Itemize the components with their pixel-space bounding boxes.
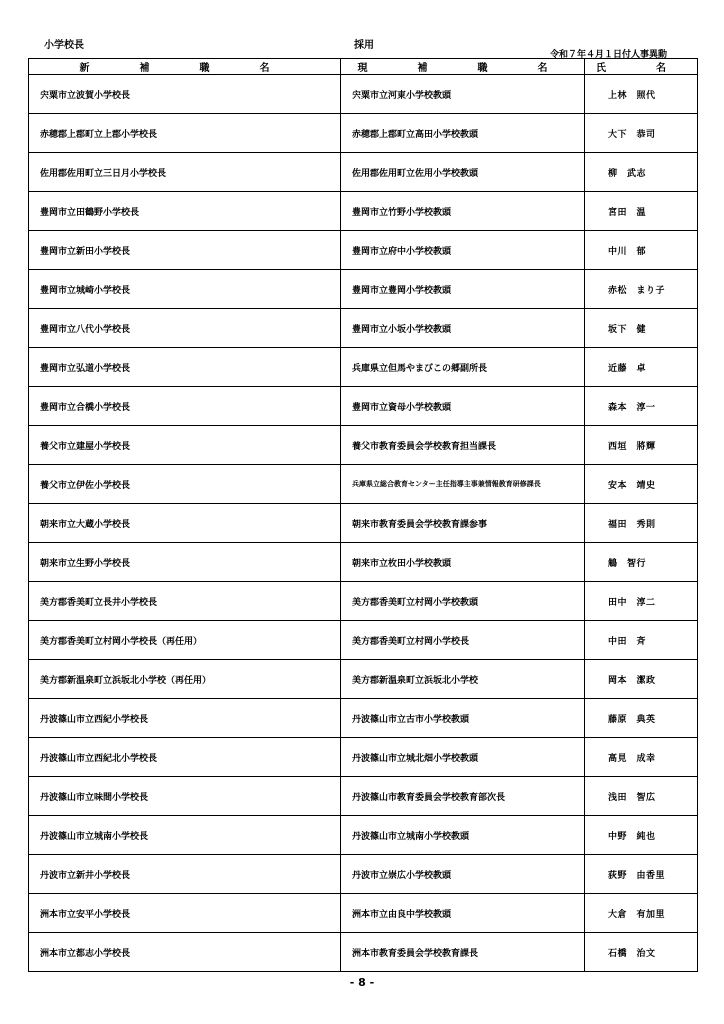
cell-new-post: 豊岡市立城崎小学校長 — [29, 270, 341, 309]
cell-name: 石橋 治文 — [585, 933, 698, 972]
cell-current-post: 佐用郡佐用町立佐用小学校教頭 — [341, 153, 585, 192]
cell-new-post: 朝来市立生野小学校長 — [29, 543, 341, 582]
table-row — [29, 816, 698, 855]
cell-new-post: 美方郡新温泉町立浜坂北小学校（再任用） — [29, 660, 341, 699]
cell-current-post: 豊岡市立資母小学校教頭 — [341, 387, 585, 426]
cell-new-post: 豊岡市立八代小学校長 — [29, 309, 341, 348]
cell-new-post: 丹波篠山市立西紀北小学校長 — [29, 738, 341, 777]
cell-new-post: 洲本市立安平小学校長 — [29, 894, 341, 933]
cell-new-post: 美方郡香美町立長井小学校長 — [29, 582, 341, 621]
cell-name: 高見 成幸 — [585, 738, 698, 777]
cell-current-post: 豊岡市立豊岡小学校教頭 — [341, 270, 585, 309]
cell-name: 荻野 由香里 — [585, 855, 698, 894]
column-header-name: 氏 名 — [585, 59, 698, 75]
table-row — [29, 699, 698, 738]
cell-current-post: 洲本市教育委員会学校教育課長 — [341, 933, 585, 972]
table-row — [29, 192, 698, 231]
cell-current-post: 丹波篠山市立古市小学校教頭 — [341, 699, 585, 738]
page-number: - 8 - — [349, 976, 375, 989]
cell-current-post: 洲本市立由良中学校教頭 — [341, 894, 585, 933]
table-row — [29, 894, 698, 933]
table-header-row — [29, 59, 698, 75]
cell-name: 柳 武志 — [585, 153, 698, 192]
cell-current-post: 丹波篠山市立城北畑小学校教頭 — [341, 738, 585, 777]
cell-current-post: 養父市教育委員会学校教育担当課長 — [341, 426, 585, 465]
table-row — [29, 660, 698, 699]
cell-name: 上林 照代 — [585, 75, 698, 114]
cell-name: 中田 斉 — [585, 621, 698, 660]
table-row — [29, 348, 698, 387]
cell-name: 赤松 まり子 — [585, 270, 698, 309]
table-row — [29, 114, 698, 153]
cell-new-post: 佐用郡佐用町立三日月小学校長 — [29, 153, 341, 192]
cell-name: 近藤 卓 — [585, 348, 698, 387]
table-row — [29, 543, 698, 582]
cell-new-post: 豊岡市立新田小学校長 — [29, 231, 341, 270]
cell-name: 森本 淳一 — [585, 387, 698, 426]
table-row — [29, 855, 698, 894]
cell-new-post: 丹波市立新井小学校長 — [29, 855, 341, 894]
cell-name: 安本 靖史 — [585, 465, 698, 504]
cell-new-post: 養父市立伊佐小学校長 — [29, 465, 341, 504]
cell-current-post: 兵庫県立総合教育センター主任指導主事兼情報教育研修課長 — [341, 465, 585, 504]
table-row — [29, 270, 698, 309]
cell-current-post: 豊岡市立府中小学校教頭 — [341, 231, 585, 270]
cell-new-post: 養父市立建屋小学校長 — [29, 426, 341, 465]
announcement-date: 令和７年４月１日付人事異動 — [549, 50, 667, 60]
cell-new-post: 美方郡香美町立村岡小学校長（再任用） — [29, 621, 341, 660]
table-row — [29, 465, 698, 504]
cell-current-post: 宍粟市立河東小学校教頭 — [341, 75, 585, 114]
cell-new-post: 丹波篠山市立西紀小学校長 — [29, 699, 341, 738]
cell-name: 田中 淳二 — [585, 582, 698, 621]
cell-current-post: 豊岡市立竹野小学校教頭 — [341, 192, 585, 231]
table-row — [29, 426, 698, 465]
cell-new-post: 宍粟市立波賀小学校長 — [29, 75, 341, 114]
table-row — [29, 387, 698, 426]
column-header-current-post: 現 補 職 名 — [341, 59, 585, 75]
cell-current-post: 美方郡香美町立村岡小学校長 — [341, 621, 585, 660]
table-body — [29, 75, 698, 972]
cell-new-post: 赤穂郡上郡町立上郡小学校長 — [29, 114, 341, 153]
cell-current-post: 丹波市立崇広小学校教頭 — [341, 855, 585, 894]
cell-name: 大倉 有加里 — [585, 894, 698, 933]
table-row — [29, 933, 698, 972]
cell-new-post: 洲本市立都志小学校長 — [29, 933, 341, 972]
cell-name: 宮田 温 — [585, 192, 698, 231]
column-header-new-post: 新 補 職 名 — [29, 59, 341, 75]
cell-name: 福田 秀則 — [585, 504, 698, 543]
cell-new-post: 丹波篠山市立城南小学校長 — [29, 816, 341, 855]
cell-current-post: 朝来市教育委員会学校教育課参事 — [341, 504, 585, 543]
cell-current-post: 美方郡新温泉町立浜坂北小学校 — [341, 660, 585, 699]
cell-new-post: 豊岡市立弘道小学校長 — [29, 348, 341, 387]
cell-current-post: 丹波篠山市教育委員会学校教育部次長 — [341, 777, 585, 816]
cell-current-post: 丹波篠山市立城南小学校教頭 — [341, 816, 585, 855]
table-row — [29, 582, 698, 621]
cell-new-post: 豊岡市立合橋小学校長 — [29, 387, 341, 426]
cell-name: 中野 純也 — [585, 816, 698, 855]
section-title: 小学校長 — [44, 40, 84, 51]
cell-new-post: 朝来市立大蔵小学校長 — [29, 504, 341, 543]
cell-current-post: 朝来市立枚田小学校教頭 — [341, 543, 585, 582]
table-row — [29, 621, 698, 660]
cell-name: 鵤 智行 — [585, 543, 698, 582]
table-row — [29, 309, 698, 348]
cell-current-post: 兵庫県立但馬やまびこの郷副所長 — [341, 348, 585, 387]
section-type: 採用 — [354, 40, 374, 51]
table-row — [29, 738, 698, 777]
cell-name: 藤原 典英 — [585, 699, 698, 738]
cell-current-post: 赤穂郡上郡町立高田小学校教頭 — [341, 114, 585, 153]
personnel-table — [28, 58, 698, 972]
table-row — [29, 153, 698, 192]
cell-name: 浅田 智広 — [585, 777, 698, 816]
cell-new-post: 丹波篠山市立味間小学校長 — [29, 777, 341, 816]
table-row — [29, 231, 698, 270]
cell-name: 坂下 健 — [585, 309, 698, 348]
cell-name: 岡本 潔政 — [585, 660, 698, 699]
cell-name: 西垣 將輝 — [585, 426, 698, 465]
table-row — [29, 777, 698, 816]
cell-name: 中川 郁 — [585, 231, 698, 270]
cell-current-post: 豊岡市立小坂小学校教頭 — [341, 309, 585, 348]
cell-new-post: 豊岡市立田鶴野小学校長 — [29, 192, 341, 231]
cell-name: 大下 恭司 — [585, 114, 698, 153]
table-row — [29, 504, 698, 543]
cell-current-post: 美方郡香美町立村岡小学校教頭 — [341, 582, 585, 621]
table-row — [29, 75, 698, 114]
